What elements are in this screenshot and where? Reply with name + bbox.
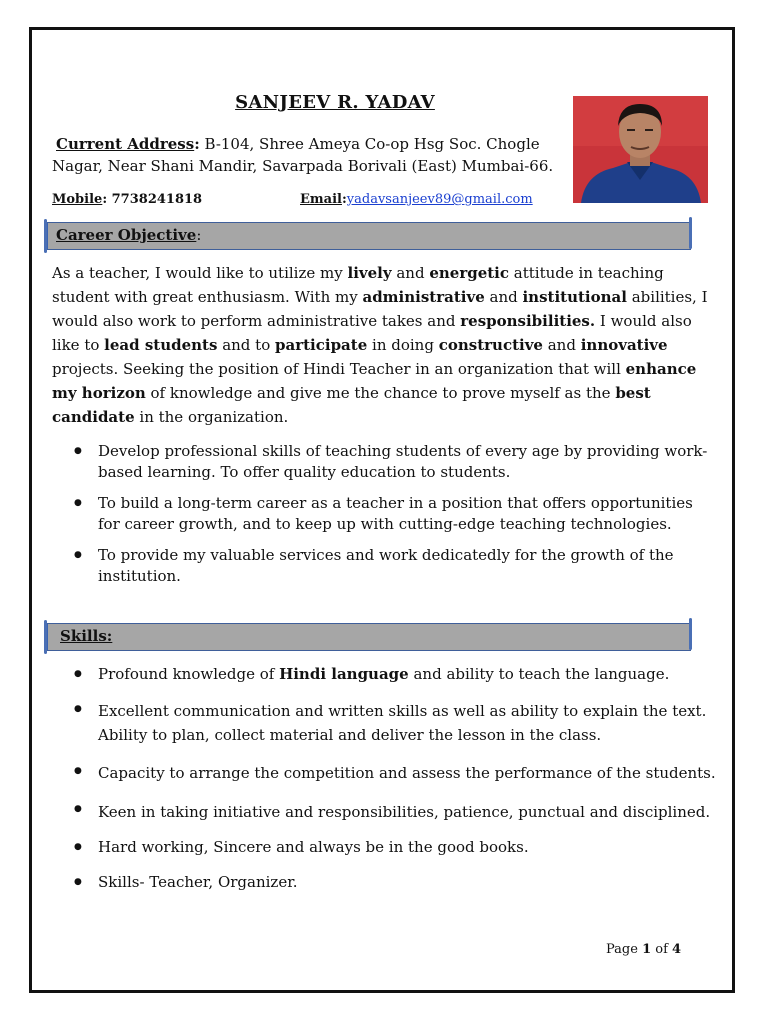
bold-text: Hindi language: [279, 665, 409, 683]
email-line: [300, 192, 533, 207]
list-item: [52, 664, 716, 685]
career-objective-title: Career Objective: [56, 226, 197, 244]
address-colon: :: [194, 135, 200, 153]
bold-text: enhance my horizon: [52, 360, 697, 402]
text: and to: [217, 336, 275, 354]
bold-text: lead students: [104, 336, 218, 354]
bold-text: energetic: [429, 264, 510, 282]
list-item: [52, 761, 716, 785]
page-word: Page: [606, 942, 643, 957]
text: projects. Seeking the position of Hindi Teacher in an organization that will: [52, 360, 626, 378]
list-item: [52, 799, 716, 825]
list-item: ● To provide my valuable services and work dedicatedly for the growth of the institution.: [52, 545, 716, 587]
bold-text: participate: [275, 336, 368, 354]
page-current: 1: [642, 942, 652, 957]
bold-text: lively: [347, 264, 392, 282]
text: Keen in taking initiative and responsibilities, patience, punctual and disciplined.: [98, 803, 711, 821]
text: and ability to teach the language.: [408, 665, 670, 683]
email-link[interactable]: yadavsanjeev89@gmail.com: [346, 192, 533, 207]
bold-text: best candidate: [52, 384, 651, 426]
text: As a teacher, I would like to utilize my: [52, 264, 348, 282]
career-objective-list: [52, 441, 716, 587]
text: Excellent communication and written skills as well as ability to explain the text. Ability to plan, collect material and deliver the lesson in the class.: [98, 702, 707, 744]
mobile-sep: :: [102, 192, 112, 207]
skills-title: Skills:: [60, 627, 113, 645]
list-item: ● Develop professional skills of teaching students of every age by providing work-based learning. To offer quality education to students.: [52, 441, 716, 483]
career-objective-paragraph: [52, 261, 712, 429]
list-item: [52, 837, 716, 858]
mobile-line: [52, 192, 202, 207]
text: Profound knowledge of: [98, 665, 280, 683]
text: and: [391, 264, 430, 282]
email-label: Email: [300, 192, 342, 207]
list-item: ● To build a long-term career as a teacher in a position that offers opportunities for career growth, and to keep up with cutting-edge teaching technologies.: [52, 493, 716, 535]
page-number: [606, 942, 681, 957]
text: attitude in teaching student with great enthusiasm. With my: [52, 264, 664, 306]
page-of-word: of: [651, 942, 673, 957]
bold-text: administrative: [362, 288, 485, 306]
text: Skills- Teacher, Organizer.: [98, 873, 298, 891]
text: I would also like to: [52, 312, 692, 354]
text: and: [484, 288, 523, 306]
text: of knowledge and give me the chance to prove myself as the: [145, 384, 616, 402]
skills-header: [45, 623, 691, 651]
list-item: [52, 872, 716, 893]
candidate-name: SANJEEV R. YADAV: [235, 92, 435, 113]
address-text: B-104, Shree Ameya Co-op Hsg Soc. Chogle Nagar, Near Shani Mandir, Savarpada Borivali (East) Mumbai-66.: [52, 135, 554, 175]
page-total: 4: [672, 942, 682, 957]
text: Capacity to arrange the competition and assess the performance of the students.: [98, 764, 716, 782]
text: Hard working, Sincere and always be in the good books.: [98, 838, 529, 856]
list-item: [52, 699, 716, 747]
mobile-number: 7738241818: [111, 192, 203, 207]
profile-photo: [573, 96, 708, 203]
skills-list: [52, 664, 716, 893]
text: abilities, I would also work to perform administrative takes and: [52, 288, 708, 330]
text: in doing: [367, 336, 439, 354]
career-objective-colon: :: [196, 226, 202, 244]
bold-text: responsibilities.: [460, 312, 596, 330]
mobile-label: Mobile: [52, 192, 103, 207]
career-objective-header: [45, 222, 691, 250]
bold-text: constructive: [438, 336, 543, 354]
bold-text: innovative: [580, 336, 668, 354]
bold-text: institutional: [522, 288, 627, 306]
text: and: [542, 336, 581, 354]
email-sep: :: [341, 192, 347, 207]
address-label: Current Address: [56, 135, 195, 153]
text: in the organization.: [134, 408, 289, 426]
current-address: [52, 133, 562, 177]
